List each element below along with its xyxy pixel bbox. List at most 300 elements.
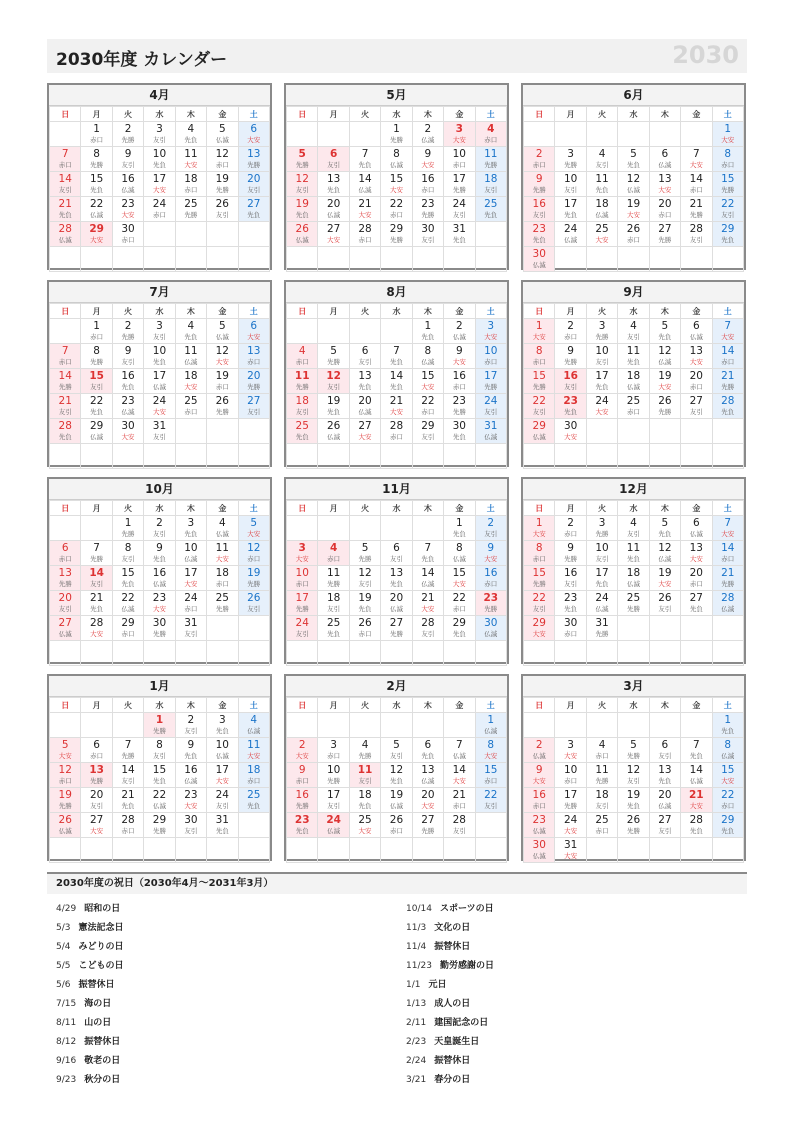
day-cell[interactable] — [207, 738, 238, 763]
day-cell[interactable] — [712, 369, 743, 394]
day-cell[interactable] — [649, 222, 680, 247]
day-cell[interactable] — [318, 172, 349, 197]
day-cell[interactable] — [50, 788, 81, 813]
day-cell[interactable] — [475, 122, 506, 147]
day-cell[interactable] — [207, 319, 238, 344]
day-cell[interactable] — [50, 616, 81, 641]
day-cell[interactable] — [586, 541, 617, 566]
day-cell[interactable] — [444, 566, 475, 591]
day-cell[interactable] — [349, 541, 380, 566]
day-cell[interactable] — [144, 197, 175, 222]
day-cell[interactable] — [412, 566, 443, 591]
day-cell[interactable] — [524, 566, 555, 591]
day-cell[interactable] — [349, 369, 380, 394]
day-cell[interactable] — [475, 788, 506, 813]
day-cell[interactable] — [524, 838, 555, 863]
day-cell[interactable] — [444, 369, 475, 394]
day-cell[interactable] — [412, 738, 443, 763]
day-cell[interactable] — [144, 369, 175, 394]
day-cell[interactable] — [50, 738, 81, 763]
day-cell[interactable] — [207, 541, 238, 566]
day-cell[interactable] — [475, 566, 506, 591]
day-cell[interactable] — [318, 222, 349, 247]
day-cell[interactable] — [681, 197, 712, 222]
day-cell[interactable] — [144, 516, 175, 541]
day-cell[interactable] — [712, 122, 743, 147]
day-cell[interactable] — [412, 591, 443, 616]
day-cell[interactable] — [238, 713, 269, 738]
day-cell[interactable] — [287, 394, 318, 419]
day-cell[interactable] — [287, 591, 318, 616]
day-cell[interactable] — [81, 616, 112, 641]
day-cell[interactable] — [555, 788, 586, 813]
day-cell[interactable] — [238, 197, 269, 222]
day-cell[interactable] — [112, 541, 143, 566]
day-cell[interactable] — [618, 738, 649, 763]
day-cell[interactable] — [555, 419, 586, 444]
day-cell[interactable] — [681, 738, 712, 763]
day-cell[interactable] — [555, 738, 586, 763]
day-cell[interactable] — [287, 566, 318, 591]
day-cell[interactable] — [349, 419, 380, 444]
day-cell[interactable] — [475, 516, 506, 541]
day-cell[interactable] — [649, 738, 680, 763]
day-cell[interactable] — [649, 566, 680, 591]
day-cell[interactable] — [287, 541, 318, 566]
day-cell[interactable] — [412, 394, 443, 419]
day-cell[interactable] — [112, 591, 143, 616]
day-cell[interactable] — [681, 566, 712, 591]
day-cell[interactable] — [144, 738, 175, 763]
day-cell[interactable] — [50, 369, 81, 394]
day-cell[interactable] — [649, 369, 680, 394]
day-cell[interactable] — [318, 394, 349, 419]
day-cell[interactable] — [555, 222, 586, 247]
day-cell[interactable] — [412, 197, 443, 222]
day-cell[interactable] — [175, 591, 206, 616]
day-cell[interactable] — [412, 147, 443, 172]
day-cell[interactable] — [207, 591, 238, 616]
day-cell[interactable] — [586, 516, 617, 541]
day-cell[interactable] — [238, 147, 269, 172]
day-cell[interactable] — [318, 763, 349, 788]
day-cell[interactable] — [81, 369, 112, 394]
day-cell[interactable] — [207, 147, 238, 172]
day-cell[interactable] — [681, 516, 712, 541]
day-cell[interactable] — [318, 369, 349, 394]
day-cell[interactable] — [618, 369, 649, 394]
day-cell[interactable] — [238, 369, 269, 394]
day-cell[interactable] — [112, 222, 143, 247]
day-cell[interactable] — [349, 616, 380, 641]
day-cell[interactable] — [207, 813, 238, 838]
day-cell[interactable] — [444, 172, 475, 197]
day-cell[interactable] — [81, 147, 112, 172]
day-cell[interactable] — [349, 197, 380, 222]
day-cell[interactable] — [681, 813, 712, 838]
day-cell[interactable] — [618, 813, 649, 838]
day-cell[interactable] — [112, 516, 143, 541]
day-cell[interactable] — [349, 591, 380, 616]
day-cell[interactable] — [318, 147, 349, 172]
day-cell[interactable] — [524, 738, 555, 763]
day-cell[interactable] — [50, 566, 81, 591]
day-cell[interactable] — [524, 591, 555, 616]
day-cell[interactable] — [618, 394, 649, 419]
day-cell[interactable] — [50, 344, 81, 369]
day-cell[interactable] — [112, 394, 143, 419]
day-cell[interactable] — [712, 813, 743, 838]
day-cell[interactable] — [555, 516, 586, 541]
day-cell[interactable] — [238, 763, 269, 788]
day-cell[interactable] — [238, 738, 269, 763]
day-cell[interactable] — [112, 738, 143, 763]
day-cell[interactable] — [618, 516, 649, 541]
day-cell[interactable] — [349, 222, 380, 247]
day-cell[interactable] — [318, 541, 349, 566]
day-cell[interactable] — [712, 394, 743, 419]
day-cell[interactable] — [618, 222, 649, 247]
day-cell[interactable] — [618, 566, 649, 591]
day-cell[interactable] — [349, 566, 380, 591]
day-cell[interactable] — [287, 369, 318, 394]
day-cell[interactable] — [524, 788, 555, 813]
day-cell[interactable] — [144, 419, 175, 444]
day-cell[interactable] — [412, 319, 443, 344]
day-cell[interactable] — [175, 394, 206, 419]
day-cell[interactable] — [81, 172, 112, 197]
day-cell[interactable] — [144, 147, 175, 172]
day-cell[interactable] — [649, 319, 680, 344]
day-cell[interactable] — [318, 738, 349, 763]
day-cell[interactable] — [712, 713, 743, 738]
day-cell[interactable] — [475, 147, 506, 172]
day-cell[interactable] — [524, 247, 555, 272]
day-cell[interactable] — [681, 147, 712, 172]
day-cell[interactable] — [444, 541, 475, 566]
day-cell[interactable] — [207, 713, 238, 738]
day-cell[interactable] — [618, 172, 649, 197]
day-cell[interactable] — [555, 838, 586, 863]
day-cell[interactable] — [81, 197, 112, 222]
day-cell[interactable] — [712, 344, 743, 369]
day-cell[interactable] — [475, 369, 506, 394]
day-cell[interactable] — [524, 147, 555, 172]
day-cell[interactable] — [444, 222, 475, 247]
day-cell[interactable] — [112, 197, 143, 222]
day-cell[interactable] — [712, 738, 743, 763]
day-cell[interactable] — [175, 566, 206, 591]
day-cell[interactable] — [50, 813, 81, 838]
day-cell[interactable] — [524, 394, 555, 419]
day-cell[interactable] — [381, 122, 412, 147]
day-cell[interactable] — [112, 788, 143, 813]
day-cell[interactable] — [238, 122, 269, 147]
day-cell[interactable] — [144, 591, 175, 616]
day-cell[interactable] — [287, 419, 318, 444]
day-cell[interactable] — [586, 222, 617, 247]
day-cell[interactable] — [712, 541, 743, 566]
day-cell[interactable] — [381, 369, 412, 394]
day-cell[interactable] — [586, 566, 617, 591]
day-cell[interactable] — [318, 344, 349, 369]
day-cell[interactable] — [555, 172, 586, 197]
day-cell[interactable] — [81, 319, 112, 344]
day-cell[interactable] — [555, 394, 586, 419]
day-cell[interactable] — [238, 541, 269, 566]
day-cell[interactable] — [412, 616, 443, 641]
day-cell[interactable] — [412, 344, 443, 369]
day-cell[interactable] — [712, 566, 743, 591]
day-cell[interactable] — [112, 763, 143, 788]
day-cell[interactable] — [649, 788, 680, 813]
day-cell[interactable] — [238, 788, 269, 813]
day-cell[interactable] — [586, 344, 617, 369]
day-cell[interactable] — [475, 394, 506, 419]
day-cell[interactable] — [144, 172, 175, 197]
day-cell[interactable] — [287, 788, 318, 813]
day-cell[interactable] — [175, 788, 206, 813]
day-cell[interactable] — [649, 813, 680, 838]
day-cell[interactable] — [81, 788, 112, 813]
day-cell[interactable] — [681, 172, 712, 197]
day-cell[interactable] — [649, 172, 680, 197]
day-cell[interactable] — [318, 616, 349, 641]
day-cell[interactable] — [412, 122, 443, 147]
day-cell[interactable] — [175, 763, 206, 788]
day-cell[interactable] — [175, 713, 206, 738]
day-cell[interactable] — [175, 344, 206, 369]
day-cell[interactable] — [318, 566, 349, 591]
day-cell[interactable] — [649, 541, 680, 566]
day-cell[interactable] — [475, 541, 506, 566]
day-cell[interactable] — [381, 813, 412, 838]
day-cell[interactable] — [175, 319, 206, 344]
day-cell[interactable] — [349, 813, 380, 838]
day-cell[interactable] — [207, 344, 238, 369]
day-cell[interactable] — [287, 172, 318, 197]
day-cell[interactable] — [555, 344, 586, 369]
day-cell[interactable] — [649, 763, 680, 788]
day-cell[interactable] — [112, 566, 143, 591]
day-cell[interactable] — [524, 616, 555, 641]
day-cell[interactable] — [287, 763, 318, 788]
day-cell[interactable] — [555, 813, 586, 838]
day-cell[interactable] — [618, 147, 649, 172]
day-cell[interactable] — [412, 369, 443, 394]
day-cell[interactable] — [112, 319, 143, 344]
day-cell[interactable] — [681, 763, 712, 788]
day-cell[interactable] — [81, 394, 112, 419]
day-cell[interactable] — [712, 319, 743, 344]
day-cell[interactable] — [207, 172, 238, 197]
day-cell[interactable] — [144, 713, 175, 738]
day-cell[interactable] — [555, 763, 586, 788]
day-cell[interactable] — [712, 147, 743, 172]
day-cell[interactable] — [144, 122, 175, 147]
day-cell[interactable] — [287, 813, 318, 838]
day-cell[interactable] — [287, 344, 318, 369]
day-cell[interactable] — [81, 591, 112, 616]
day-cell[interactable] — [444, 738, 475, 763]
day-cell[interactable] — [712, 172, 743, 197]
day-cell[interactable] — [586, 394, 617, 419]
day-cell[interactable] — [144, 763, 175, 788]
day-cell[interactable] — [618, 197, 649, 222]
day-cell[interactable] — [524, 763, 555, 788]
day-cell[interactable] — [238, 566, 269, 591]
day-cell[interactable] — [381, 566, 412, 591]
day-cell[interactable] — [81, 566, 112, 591]
day-cell[interactable] — [349, 147, 380, 172]
day-cell[interactable] — [412, 541, 443, 566]
day-cell[interactable] — [475, 591, 506, 616]
day-cell[interactable] — [175, 122, 206, 147]
day-cell[interactable] — [349, 344, 380, 369]
day-cell[interactable] — [444, 344, 475, 369]
day-cell[interactable] — [112, 616, 143, 641]
day-cell[interactable] — [681, 222, 712, 247]
day-cell[interactable] — [318, 788, 349, 813]
day-cell[interactable] — [712, 788, 743, 813]
day-cell[interactable] — [381, 222, 412, 247]
day-cell[interactable] — [381, 394, 412, 419]
day-cell[interactable] — [586, 147, 617, 172]
day-cell[interactable] — [50, 172, 81, 197]
day-cell[interactable] — [586, 813, 617, 838]
day-cell[interactable] — [238, 394, 269, 419]
day-cell[interactable] — [444, 591, 475, 616]
day-cell[interactable] — [444, 394, 475, 419]
day-cell[interactable] — [555, 147, 586, 172]
day-cell[interactable] — [412, 172, 443, 197]
day-cell[interactable] — [50, 222, 81, 247]
day-cell[interactable] — [444, 763, 475, 788]
day-cell[interactable] — [412, 813, 443, 838]
day-cell[interactable] — [555, 319, 586, 344]
day-cell[interactable] — [475, 319, 506, 344]
day-cell[interactable] — [381, 419, 412, 444]
day-cell[interactable] — [238, 319, 269, 344]
day-cell[interactable] — [475, 419, 506, 444]
day-cell[interactable] — [586, 616, 617, 641]
day-cell[interactable] — [555, 591, 586, 616]
day-cell[interactable] — [50, 419, 81, 444]
day-cell[interactable] — [381, 172, 412, 197]
day-cell[interactable] — [444, 516, 475, 541]
day-cell[interactable] — [81, 419, 112, 444]
day-cell[interactable] — [555, 369, 586, 394]
day-cell[interactable] — [349, 738, 380, 763]
day-cell[interactable] — [475, 738, 506, 763]
day-cell[interactable] — [318, 591, 349, 616]
day-cell[interactable] — [112, 344, 143, 369]
day-cell[interactable] — [381, 616, 412, 641]
day-cell[interactable] — [555, 197, 586, 222]
day-cell[interactable] — [207, 394, 238, 419]
day-cell[interactable] — [381, 788, 412, 813]
day-cell[interactable] — [349, 394, 380, 419]
day-cell[interactable] — [287, 197, 318, 222]
day-cell[interactable] — [81, 738, 112, 763]
day-cell[interactable] — [175, 738, 206, 763]
day-cell[interactable] — [112, 369, 143, 394]
day-cell[interactable] — [81, 222, 112, 247]
day-cell[interactable] — [586, 172, 617, 197]
day-cell[interactable] — [712, 516, 743, 541]
day-cell[interactable] — [712, 222, 743, 247]
day-cell[interactable] — [586, 763, 617, 788]
day-cell[interactable] — [144, 566, 175, 591]
day-cell[interactable] — [50, 763, 81, 788]
day-cell[interactable] — [475, 344, 506, 369]
day-cell[interactable] — [287, 616, 318, 641]
day-cell[interactable] — [444, 319, 475, 344]
day-cell[interactable] — [524, 516, 555, 541]
day-cell[interactable] — [475, 197, 506, 222]
day-cell[interactable] — [586, 197, 617, 222]
day-cell[interactable] — [207, 566, 238, 591]
day-cell[interactable] — [681, 319, 712, 344]
day-cell[interactable] — [412, 788, 443, 813]
day-cell[interactable] — [681, 788, 712, 813]
day-cell[interactable] — [444, 122, 475, 147]
day-cell[interactable] — [524, 197, 555, 222]
day-cell[interactable] — [524, 541, 555, 566]
day-cell[interactable] — [81, 813, 112, 838]
day-cell[interactable] — [586, 319, 617, 344]
day-cell[interactable] — [444, 419, 475, 444]
day-cell[interactable] — [238, 591, 269, 616]
day-cell[interactable] — [524, 813, 555, 838]
day-cell[interactable] — [144, 788, 175, 813]
day-cell[interactable] — [618, 763, 649, 788]
day-cell[interactable] — [555, 616, 586, 641]
day-cell[interactable] — [649, 591, 680, 616]
day-cell[interactable] — [524, 172, 555, 197]
day-cell[interactable] — [175, 516, 206, 541]
day-cell[interactable] — [381, 344, 412, 369]
day-cell[interactable] — [175, 172, 206, 197]
day-cell[interactable] — [207, 369, 238, 394]
day-cell[interactable] — [475, 713, 506, 738]
day-cell[interactable] — [81, 344, 112, 369]
day-cell[interactable] — [318, 197, 349, 222]
day-cell[interactable] — [681, 541, 712, 566]
day-cell[interactable] — [112, 172, 143, 197]
day-cell[interactable] — [50, 541, 81, 566]
day-cell[interactable] — [618, 541, 649, 566]
day-cell[interactable] — [144, 813, 175, 838]
day-cell[interactable] — [349, 788, 380, 813]
day-cell[interactable] — [475, 616, 506, 641]
day-cell[interactable] — [712, 591, 743, 616]
day-cell[interactable] — [618, 344, 649, 369]
day-cell[interactable] — [444, 616, 475, 641]
day-cell[interactable] — [238, 344, 269, 369]
day-cell[interactable] — [649, 394, 680, 419]
day-cell[interactable] — [681, 344, 712, 369]
day-cell[interactable] — [50, 394, 81, 419]
day-cell[interactable] — [144, 394, 175, 419]
day-cell[interactable] — [318, 419, 349, 444]
day-cell[interactable] — [649, 516, 680, 541]
day-cell[interactable] — [349, 763, 380, 788]
day-cell[interactable] — [50, 147, 81, 172]
day-cell[interactable] — [444, 197, 475, 222]
day-cell[interactable] — [524, 344, 555, 369]
day-cell[interactable] — [524, 369, 555, 394]
